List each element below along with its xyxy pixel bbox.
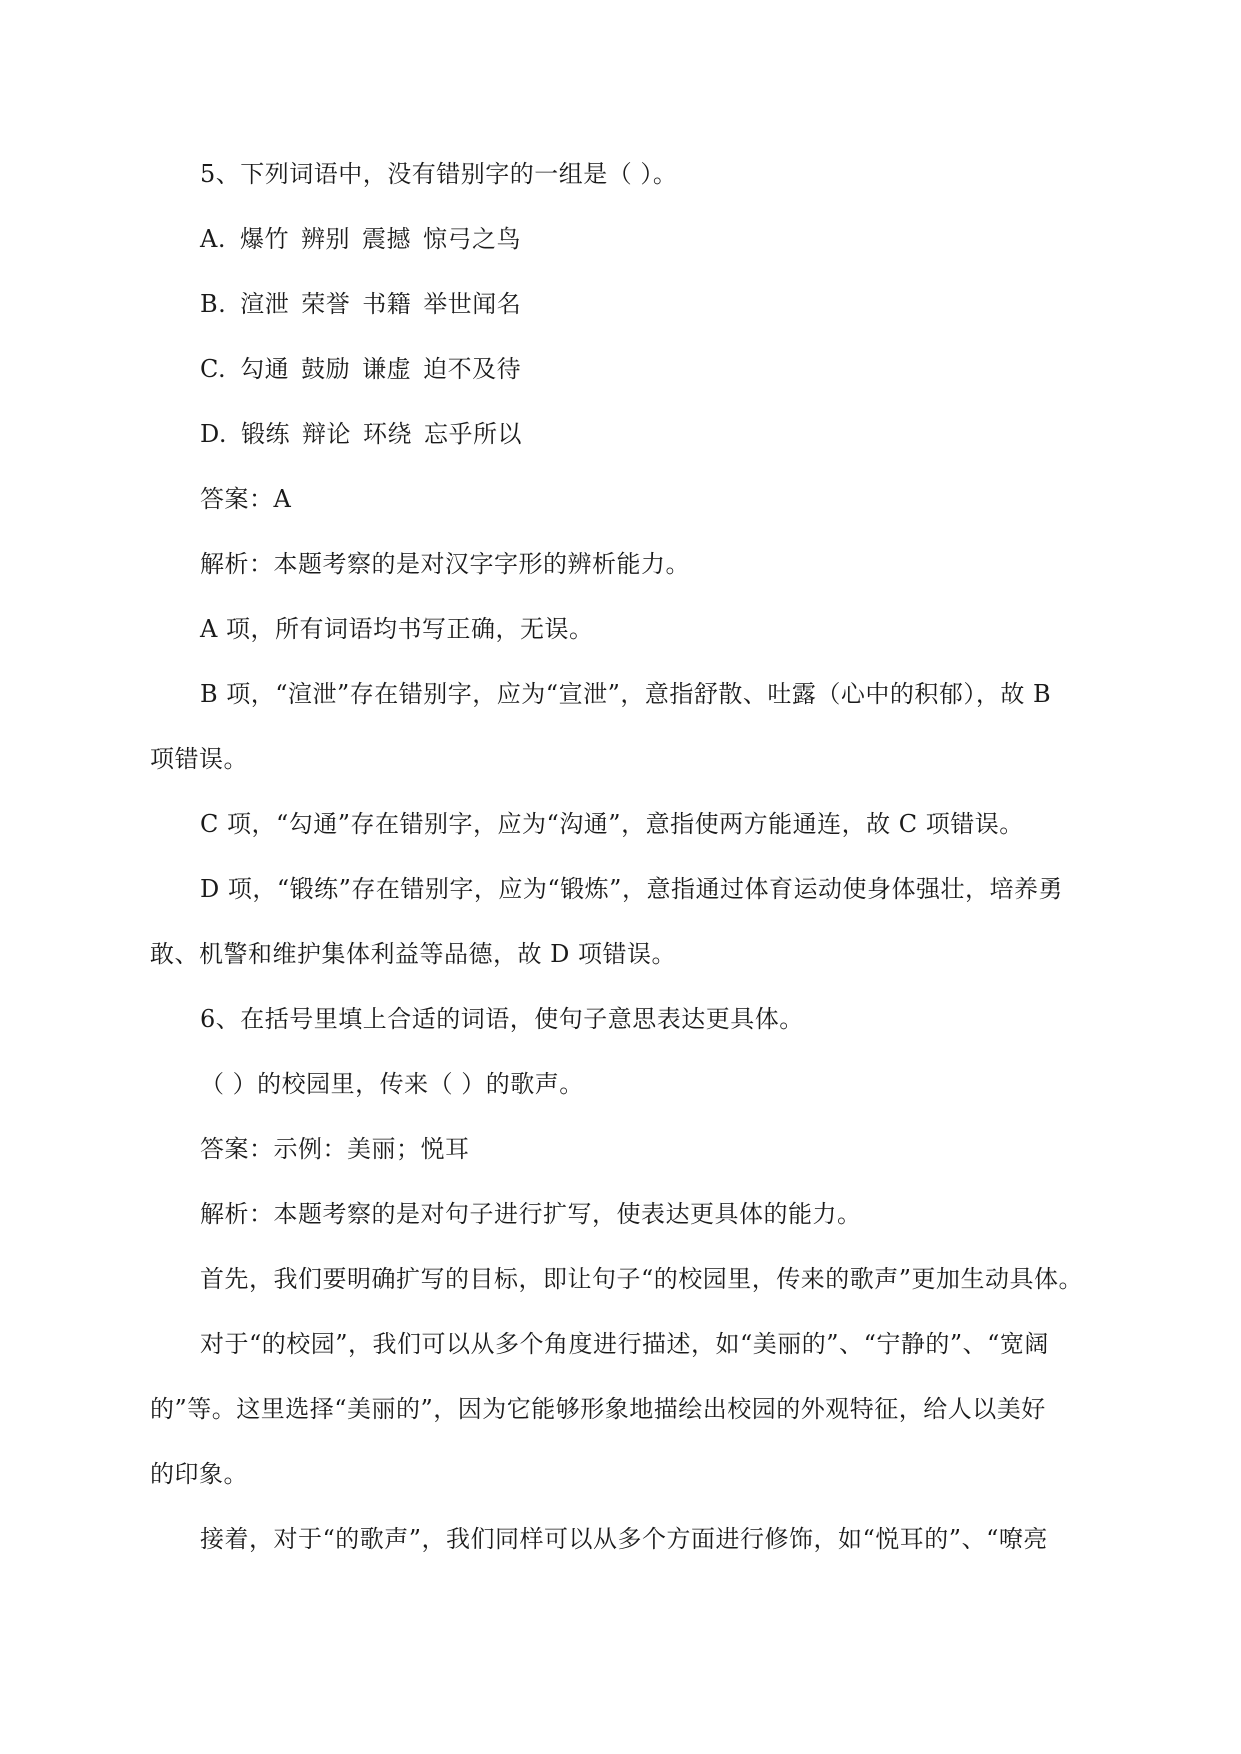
option-letter: A. (200, 225, 226, 253)
analysis-5-b-line1: B 项，“渲泄”存在错别字，应为“宣泄”，意指舒散、吐露（心中的积郁），故 B (200, 680, 1052, 708)
option-letter: B. (200, 290, 227, 318)
analysis-6-para1: 首先，我们要明确扩写的目标，即让句子“的校园里，传来的歌声”更加生动具体。 (200, 1265, 1084, 1293)
answer-5: 答案：A (200, 485, 292, 513)
option-word: 锻练 (241, 420, 291, 448)
analysis-6-para2-line1: 对于“的校园”，我们可以从多个角度进行描述，如“美丽的”、“宁静的”、“宽阔 (200, 1330, 1049, 1358)
option-word: 谦虚 (362, 355, 412, 383)
option-word: 迫不及待 (423, 355, 522, 383)
option-word: 书籍 (362, 290, 412, 318)
option-word: 荣誉 (301, 290, 351, 318)
analysis-5-a: A 项，所有词语均书写正确，无误。 (200, 615, 594, 643)
option-word: 忘乎所以 (424, 420, 523, 448)
option-letter: C. (200, 355, 227, 383)
analysis-5-d-line2: 敢、机警和维护集体利益等品德，故 D 项错误。 (150, 940, 676, 968)
question-5: 5、下列词语中，没有错别字的一组是（ ）。 (200, 160, 678, 188)
analysis-5-b-line2: 项错误。 (150, 745, 248, 773)
option-word: 勾通 (240, 355, 290, 383)
analysis-5-intro: 解析：本题考察的是对汉字字形的辨析能力。 (200, 550, 690, 578)
option-d (150, 402, 1095, 467)
option-word: 辩论 (302, 420, 352, 448)
option-word: 举世闻名 (423, 290, 522, 318)
option-b (150, 272, 1095, 337)
question-6: 6、在括号里填上合适的词语，使句子意思表达更具体。 (200, 1005, 804, 1033)
analysis-5-d-line1: D 项，“锻练”存在错别字，应为“锻炼”，意指通过体育运动使身体强壮，培养勇 (200, 875, 1063, 903)
analysis-6-para2-line3: 的印象。 (150, 1460, 248, 1488)
option-letter: D. (200, 420, 228, 448)
answer-6: 答案：示例：美丽；悦耳 (200, 1135, 470, 1163)
option-word: 鼓励 (301, 355, 351, 383)
option-c (150, 337, 1095, 402)
analysis-6-para3-line1: 接着，对于“的歌声”，我们同样可以从多个方面进行修饰，如“悦耳的”、“嘹亮 (200, 1525, 1048, 1553)
option-a (150, 207, 1095, 272)
option-word: 爆竹 (239, 225, 289, 253)
question-6-sentence: （ ）的校园里，传来（ ）的歌声。 (200, 1070, 584, 1098)
analysis-6-intro: 解析：本题考察的是对句子进行扩写，使表达更具体的能力。 (200, 1200, 862, 1228)
analysis-5-c: C 项，“勾通”存在错别字，应为“沟通”，意指使两方能通连，故 C 项错误。 (200, 810, 1024, 838)
option-word: 震撼 (361, 225, 411, 253)
option-word: 惊弓之鸟 (422, 225, 521, 253)
analysis-6-para2-line2: 的”等。这里选择“美丽的”，因为它能够形象地描绘出校园的外观特征，给人以美好 (150, 1395, 1046, 1423)
option-word: 渲泄 (240, 290, 290, 318)
option-word: 辨别 (300, 225, 350, 253)
document-page (150, 142, 1095, 1572)
option-word: 环绕 (363, 420, 413, 448)
